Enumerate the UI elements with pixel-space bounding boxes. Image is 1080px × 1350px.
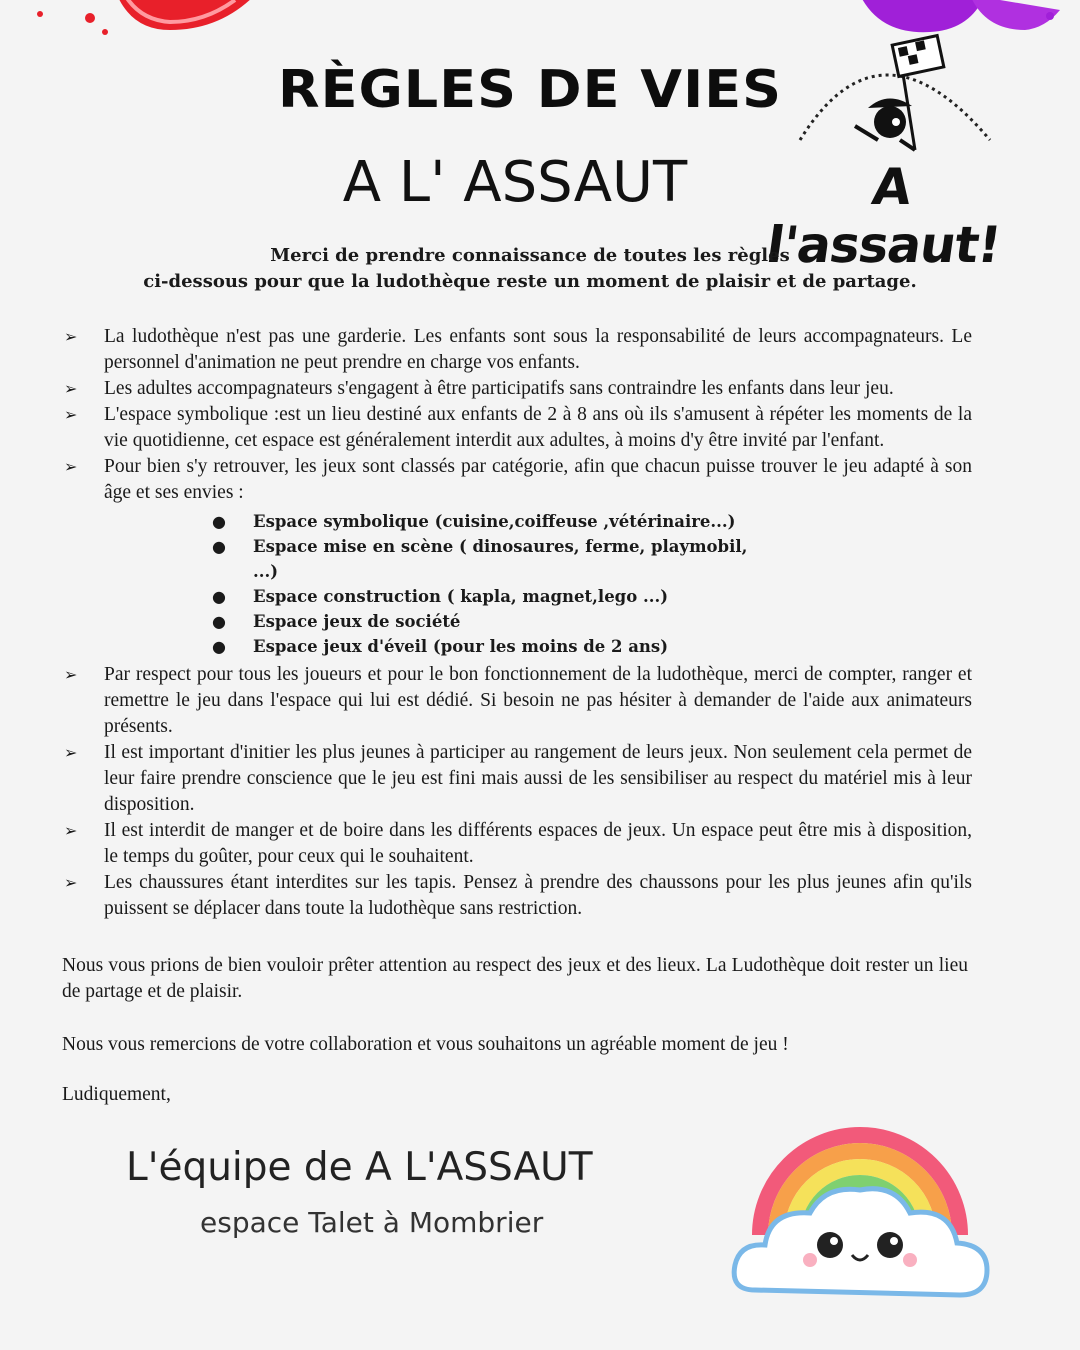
list-item: ➢ Par respect pour tous les joueurs et pour le bon fonctionnement de la ludothèque, merci de compter, ranger et remettre le jeu dans l'espace qui lui est dédié. Si besoin ne pas hésiter à demander de l'aide aux animateurs présents. (64, 664, 972, 737)
arrow-bullet-icon: ➢ (64, 743, 78, 762)
spaces-list (210, 509, 770, 659)
arrow-bullet-icon: ➢ (64, 327, 78, 346)
logo-text: A l'assaut! (762, 158, 1004, 274)
arrow-bullet-icon: ➢ (64, 457, 78, 476)
closing-paragraph-2: Nous vous remercions de votre collaboration et vous souhaitons un agréable moment de jeu ! (62, 1034, 789, 1055)
rules-list-bottom (62, 662, 972, 922)
arrow-bullet-icon: ➢ (64, 821, 78, 840)
signature-place: espace Talet à Mombrier (200, 1206, 544, 1239)
rules-list-top (62, 324, 972, 506)
salutation: Ludiquement, (62, 1084, 171, 1105)
list-item: ➢ Les chaussures étant interdites sur les tapis. Pensez à prendre des chaussons pour les plus jeunes afin qu'ils puissent se déplacer dans toute la ludothèque sans restriction. (64, 872, 972, 919)
list-item: ● Espace mise en scène ( dinosaures, ferme, playmobil, ...) (210, 534, 770, 584)
list-item: ➢ Les adultes accompagnateurs s'engagent à être participatifs sans contraindre les enfants dans leur jeu. (62, 376, 972, 402)
intro-line-1: Merci de prendre connaissance de toutes les règles (270, 245, 790, 266)
bullet-icon: ● (212, 537, 226, 556)
list-item: ➢ Il est important d'initier les plus jeunes à participer au rangement de leurs jeux. Non seulement cela permet de leur faire prendre conscience que le jeu est fini mais aussi de les sensibiliser au respect du matériel mis à leur disposition. (64, 742, 972, 815)
closing-paragraph-1: Nous vous prions de bien vouloir prêter attention au respect des jeux et des lieux. La Ludothèque doit rester un lieu de partage et de plaisir. (62, 955, 968, 1002)
signature-team: L'équipe de A L'ASSAUT (126, 1145, 593, 1190)
bullet-icon: ● (212, 587, 226, 606)
intro (120, 243, 940, 295)
page-title: RÈGLES DE VIES (278, 59, 782, 120)
intro-line-2: ci-dessous pour que la ludothèque reste un moment de plaisir et de partage. (143, 271, 917, 292)
list-item: ➢ Il est interdit de manger et de boire dans les différents espaces de jeux. Un espace peut être mis à disposition, le temps du goûter, pour ceux qui le souhaitent. (64, 820, 972, 867)
bullet-icon: ● (212, 637, 226, 656)
red-heart-icon (20, 0, 250, 40)
arrow-bullet-icon: ➢ (64, 873, 78, 892)
arrow-bullet-icon: ➢ (64, 665, 78, 684)
arrow-bullet-icon: ➢ (64, 405, 78, 424)
list-item: ➢ Pour bien s'y retrouver, les jeux sont classés par catégorie, afin que chacun puisse trouver le jeu adapté à son âge et ses envies : (64, 456, 972, 503)
bullet-icon: ● (212, 512, 226, 531)
list-item: ➢ La ludothèque n'est pas une garderie. Les enfants sont sous la responsabilité de leurs accompagnateurs. Le personnel d'animation ne peut prendre en charge vos enfants. (64, 326, 972, 373)
logo (760, 30, 1020, 274)
pirate-flag-icon (760, 30, 1020, 170)
list-item: ● Espace construction ( kapla, magnet,lego ...) (210, 584, 770, 609)
list-item: ➢ L'espace symbolique :est un lieu destiné aux enfants de 2 à 8 ans où ils s'amusent à répéter les moments de la vie quotidienne, cet espace est généralement interdit aux adultes, à moins d'y être invité par l'enfant. (64, 404, 972, 451)
list-item: ● Espace symbolique (cuisine,coiffeuse ,vétérinaire...) (210, 509, 770, 534)
rainbow-cloud-icon (725, 1095, 995, 1315)
list-item: ● Espace jeux d'éveil (pour les moins de 2 ans) (210, 634, 770, 659)
arrow-bullet-icon: ➢ (64, 379, 78, 398)
page-subtitle: A L' ASSAUT (342, 150, 688, 215)
list-item: ● Espace jeux de société (210, 609, 770, 634)
bullet-icon: ● (212, 612, 226, 631)
